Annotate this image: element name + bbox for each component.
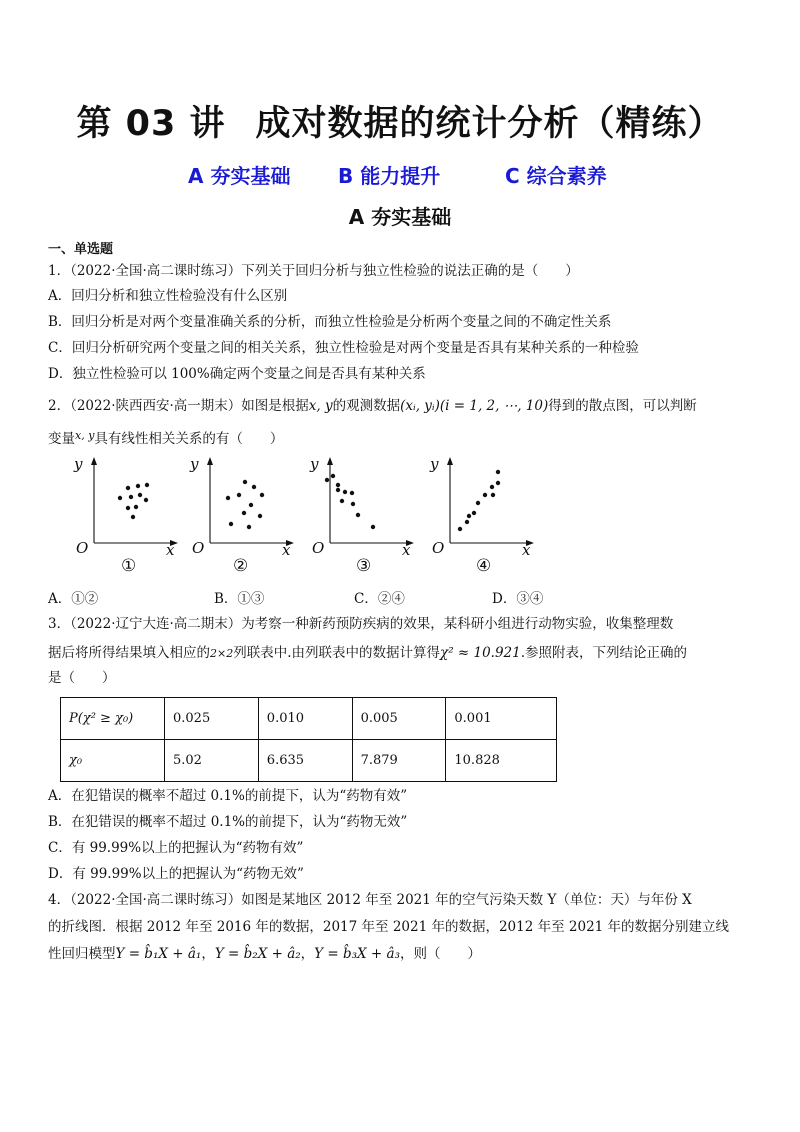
table-cell: 5.02	[165, 740, 259, 782]
x-axis-label: x	[522, 541, 531, 555]
scatter-point	[336, 488, 340, 492]
scatter-plot-wrapper	[426, 455, 536, 555]
q2-option-d: D．③④	[492, 591, 544, 607]
scatter-point	[325, 478, 329, 482]
y-axis-arrow	[447, 457, 453, 465]
scatter-plot-wrapper	[70, 455, 180, 555]
table-row	[61, 740, 557, 782]
scatter-point	[229, 522, 233, 526]
q1-stem: 1．（2022·全国·高二课时练习）下列关于回归分析与独立性检验的说法正确的是（ ）	[48, 263, 579, 279]
scatter-point	[476, 501, 480, 505]
scatter-point	[247, 525, 251, 529]
title-lecture-number: 第 03 讲	[76, 104, 226, 144]
q2-stem-line1	[48, 396, 697, 416]
q2-stem-line2-prefix: 变量	[48, 431, 75, 447]
q4-model-3: Y = b̂₃X + â₃	[314, 946, 400, 962]
q4-model-1: Y = b̂₁X + â₁	[115, 946, 202, 962]
origin-label: O	[432, 539, 445, 555]
scatter-point	[343, 490, 347, 494]
scatter-point	[356, 513, 360, 517]
page-title	[0, 96, 800, 146]
scatter-point	[260, 493, 264, 497]
q2-option-c: C．②④	[354, 591, 405, 607]
table-cell: 7.879	[352, 740, 446, 782]
x-axis-label: x	[166, 541, 175, 555]
scatter-point	[258, 514, 262, 518]
q3-option-a: A．在犯错误的概率不超过 0.1%的前提下，认为“药物有效”	[48, 788, 408, 804]
scatter-point	[118, 496, 122, 500]
scatter-point	[465, 520, 469, 524]
q4-model-2: Y = b̂₂X + â₂	[214, 946, 301, 962]
q2-option-a: A．①②	[48, 591, 99, 607]
table-row-header-chi0: χ₀	[61, 740, 165, 782]
scatter-plot-3	[306, 455, 416, 555]
x-axis-label: x	[282, 541, 291, 555]
scatter-point	[138, 493, 142, 497]
scatter-point	[134, 505, 138, 509]
scatter-plot-wrapper	[306, 455, 416, 555]
q3-option-c: C．有 99.99%以上的把握认为“药物有效”	[48, 840, 304, 856]
table-row-header-probability: P(χ² ≥ χ₀)	[61, 698, 165, 740]
q2-stem-mid: 的观测数据	[332, 398, 401, 414]
q3-stem-chi-value: χ² ≈ 10.921	[440, 645, 521, 661]
section-heading: A 夯实基础	[348, 205, 452, 229]
table-cell: 0.025	[165, 698, 259, 740]
q2-stem-suffix: 得到的散点图，可以判断	[548, 398, 697, 414]
scatter-point	[145, 483, 149, 487]
table-cell: 10.828	[446, 740, 557, 782]
origin-label: O	[312, 539, 325, 555]
scatter-plot-4	[426, 455, 536, 555]
scatter-point	[331, 474, 335, 478]
q3-stem-line2-suffix: .参照附表，下列结论正确的	[520, 645, 688, 661]
scatter-point	[340, 499, 344, 503]
scatter-point	[483, 493, 487, 497]
q3-option-b: B．在犯错误的概率不超过 0.1%的前提下，认为“药物无效”	[48, 814, 408, 830]
y-axis-arrow	[207, 457, 213, 465]
q4-line2: 的折线图．根据 2012 年至 2016 年的数据，2017 年至 2021 年的数据，2012 年至 2021 年的数据分别建立线	[48, 919, 730, 935]
scatter-point	[351, 502, 355, 506]
y-axis-arrow	[91, 457, 97, 465]
table-cell: 0.010	[258, 698, 352, 740]
scatter-point	[237, 493, 241, 497]
y-axis-label: y	[430, 455, 439, 473]
q4-line3: 性回归模型Y = b̂₁X + â₁，Y = b̂₂X + â₂，Y = b̂₃X + â₃，则（ ）	[48, 946, 481, 962]
q2-stem-data: (xᵢ, yᵢ)(i = 1, 2, ⋯, 10)	[400, 398, 549, 414]
group-heading: 一、单选题	[48, 242, 114, 257]
q3-stem-table-size: 2×2	[210, 647, 234, 660]
origin-label: O	[192, 539, 205, 555]
q3-stem-line2	[48, 643, 687, 664]
q2-stem-prefix: 2．（2022·陕西西安·高一期末）如图是根据	[48, 398, 309, 414]
q3-option-d: D．有 99.99%以上的把握认为“药物无效”	[48, 866, 304, 882]
q3-stem-line1: 3．（2022·辽宁大连·高二期末）为考察一种新药预防疾病的效果，某科研小组进行动物实验，收集整理数	[48, 616, 674, 632]
scatter-point	[243, 480, 247, 484]
scatter-point	[336, 483, 340, 487]
scatter-point	[491, 493, 495, 497]
nav-link-c[interactable]: C 综合素养	[505, 164, 607, 188]
q1-option-d: D．独立性检验可以 100%确定两个变量之间是否具有某种关系	[48, 366, 426, 382]
q3-stem-line2-prefix: 据后将所得结果填入相应的	[48, 645, 210, 661]
plot-label-4: ④	[476, 556, 492, 576]
q2-stem-line2-suffix: 具有线性相关关系的有（ ）	[94, 431, 284, 447]
q1-option-a: A．回归分析和独立性检验没有什么区别	[48, 288, 288, 304]
table-cell: 6.635	[258, 740, 352, 782]
q1-option-b: B．回归分析是对两个变量准确关系的分析，而独立性检验是分析两个变量之间的不确定性关系	[48, 314, 612, 330]
q3-stem-line3: 是（ ）	[48, 670, 116, 686]
scatter-plot-wrapper	[186, 455, 296, 555]
plot-label-2: ②	[233, 556, 249, 576]
table-cell: 0.005	[352, 698, 446, 740]
q1-option-c: C．回归分析研究两个变量之间的相关关系，独立性检验是对两个变量是否具有某种关系的一种检验	[48, 340, 639, 356]
scatter-point	[350, 491, 354, 495]
scatter-point	[467, 514, 471, 518]
q4-line1: 4．（2022·全国·高二课时练习）如图是某地区 2012 年至 2021 年的空气污染天数 Y（单位：天）与年份 X	[48, 892, 692, 908]
nav-link-b[interactable]: B 能力提升	[338, 164, 441, 188]
y-axis-label: y	[190, 455, 199, 473]
y-axis-label: y	[310, 455, 319, 473]
scatter-point	[252, 485, 256, 489]
title-topic: 成对数据的统计分析（精练）	[255, 104, 724, 144]
scatter-point	[249, 503, 253, 507]
x-axis-label: x	[402, 541, 411, 555]
scatter-plot-2	[186, 455, 296, 555]
scatter-point	[226, 496, 230, 500]
scatter-point	[472, 511, 476, 515]
q2-stem-line2	[48, 426, 283, 449]
scatter-point	[144, 498, 148, 502]
scatter-point	[490, 485, 494, 489]
critical-value-table	[60, 697, 557, 782]
table-cell: 0.001	[446, 698, 557, 740]
nav-link-a[interactable]: A 夯实基础	[188, 164, 291, 188]
y-axis-label: y	[74, 455, 83, 473]
plot-label-3: ③	[356, 556, 372, 576]
scatter-point	[126, 506, 130, 510]
scatter-plot-1	[70, 455, 180, 555]
scatter-point	[496, 481, 500, 485]
q4-line3-suffix: ，则（ ）	[399, 946, 481, 962]
scatter-point	[129, 495, 133, 499]
scatter-point	[131, 515, 135, 519]
q3-stem-line2-mid: 列联表中.由列联表中的数据计算得	[233, 645, 441, 661]
q2-stem-line2-vars: x, y	[75, 429, 95, 442]
table-row	[61, 698, 557, 740]
scatter-point	[126, 486, 130, 490]
plot-label-1: ①	[121, 556, 137, 576]
scatter-point	[496, 470, 500, 474]
q4-line3-prefix: 性回归模型	[48, 946, 116, 962]
scatter-point	[458, 527, 462, 531]
scatter-point	[136, 484, 140, 488]
q2-option-b: B．①③	[214, 591, 265, 607]
y-axis-arrow	[327, 457, 333, 465]
scatter-point	[371, 525, 375, 529]
scatter-point	[242, 511, 246, 515]
q2-stem-vars: x, y	[308, 398, 333, 414]
origin-label: O	[76, 539, 89, 555]
